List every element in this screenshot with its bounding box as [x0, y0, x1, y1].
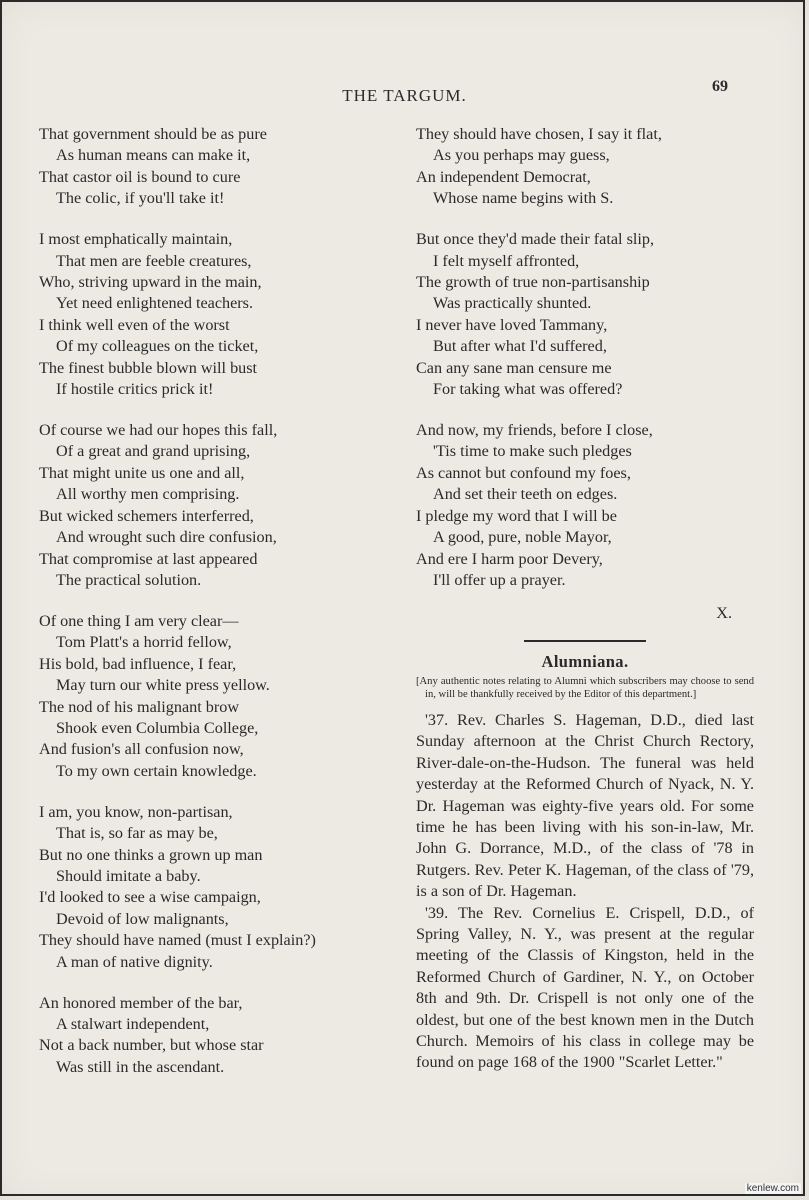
watermark: kenlew.com — [746, 1183, 799, 1194]
poem-line: If hostile critics prick it! — [56, 380, 214, 399]
poem-line: 'Tis time to make such pledges — [433, 442, 632, 461]
poem-line: The nod of his malignant brow — [39, 697, 240, 716]
poem-stanza — [39, 993, 394, 1079]
poem-line: Was practically shunted. — [433, 294, 592, 313]
section-divider — [524, 640, 646, 642]
alumniana-notice: [Any authentic notes relating to Alumni which subscribers may choose to send in, will be thankfully received by the Editor of this department.] — [416, 676, 754, 701]
poem-line: And fusion's all confusion now, — [39, 740, 244, 759]
poem-line: That might unite us one and all, — [39, 463, 245, 482]
poem-line: Of my colleagues on the ticket, — [56, 337, 259, 356]
poem-line: As cannot but confound my foes, — [416, 463, 631, 482]
poem-stanza — [416, 420, 754, 591]
poem-line: But after what I'd suffered, — [433, 337, 607, 356]
poem-line: As you perhaps may guess, — [433, 146, 610, 165]
poem-line: I pledge my word that I will be — [416, 506, 617, 525]
poem-stanza — [416, 124, 754, 210]
page-number: 69 — [712, 78, 728, 95]
poem-line: And ere I harm poor Devery, — [416, 549, 603, 568]
poem-line: Tom Platt's a horrid fellow, — [56, 633, 232, 652]
poem-line: May turn our white press yellow. — [56, 676, 270, 695]
poem-line: I most emphatically maintain, — [39, 230, 233, 249]
poem-line: I'd looked to see a wise campaign, — [39, 888, 261, 907]
poem-line: That castor oil is bound to cure — [39, 167, 241, 186]
poem-line: As human means can make it, — [56, 146, 251, 165]
poem-line: Devoid of low malignants, — [56, 909, 229, 928]
poem-stanza — [416, 229, 754, 400]
poem-line: A good, pure, noble Mayor, — [433, 528, 612, 547]
poem-line: The practical solution. — [56, 570, 202, 589]
poem-stanza — [39, 229, 394, 400]
poem-line: That is, so far as may be, — [56, 824, 218, 843]
alumni-entry: '37. Rev. Charles S. Hageman, D.D., died last Sunday afternoon at the Christ Church Rectory, River-dale-on-the-Hudson. The funeral was held yesterday at the Reformed Church of Nyack, N. Y. Dr. Hageman was eighty-five years old. For some time he has been living with his son-in-law, Mr. John G. Dorrance, M.D., of the class of '78 in Rutgers. Rev. Peter K. Hageman, of the class of '79, is a son of Dr. Hageman. — [416, 710, 754, 901]
poem-line: Can any sane man censure me — [416, 358, 612, 377]
poem-line: A man of native dignity. — [56, 952, 213, 971]
poem-line: Yet need enlightened teachers. — [56, 294, 254, 313]
poem-stanza — [39, 420, 394, 591]
poem-stanza — [39, 611, 394, 782]
poem-line: But no one thinks a grown up man — [39, 845, 263, 864]
poem-line: The colic, if you'll take it! — [56, 189, 225, 208]
poem-left-column — [39, 124, 394, 1098]
poem-line: They should have chosen, I say it flat, — [416, 125, 662, 143]
running-title: THE TARGUM. — [342, 86, 467, 105]
poem-line: But wicked schemers interferred, — [39, 506, 254, 525]
poem-line: Not a back number, but whose star — [39, 1036, 264, 1055]
poem-line: Of course we had our hopes this fall, — [39, 421, 278, 440]
poem-signature: X. — [716, 603, 732, 622]
poem-line: To my own certain knowledge. — [56, 761, 257, 780]
poem-line: A stalwart independent, — [56, 1015, 210, 1033]
poem-line: That government should be as pure — [39, 125, 267, 143]
poem-line: Of one thing I am very clear— — [39, 611, 239, 630]
poem-line: For taking what was offered? — [433, 380, 623, 399]
poem-line: Should imitate a baby. — [56, 866, 201, 885]
poem-line: Of a great and grand uprising, — [56, 442, 251, 461]
poem-line: I am, you know, non-partisan, — [39, 802, 233, 821]
poem-line: Was still in the ascendant. — [56, 1057, 225, 1076]
poem-line: Who, striving upward in the main, — [39, 273, 262, 292]
poem-stanza — [39, 124, 394, 210]
poem-line: And now, my friends, before I close, — [416, 421, 653, 440]
poem-line: An honored member of the bar, — [39, 993, 243, 1012]
poem-line: That men are feeble creatures, — [56, 251, 252, 270]
poem-line: That compromise at last appeared — [39, 549, 258, 568]
poem-line: Whose name begins with S. — [433, 189, 614, 208]
poem-line: Shook even Columbia College, — [56, 718, 259, 737]
poem-line: And set their teeth on edges. — [433, 485, 618, 504]
right-column — [416, 124, 754, 1074]
poem-line: I think well even of the worst — [39, 315, 230, 334]
poem-stanza — [39, 802, 394, 973]
poem-line: The growth of true non-partisanship — [416, 273, 650, 292]
poem-line: The finest bubble blown will bust — [39, 358, 258, 377]
poem-line: His bold, bad influence, I fear, — [39, 654, 237, 673]
alumniana-title: Alumniana. — [541, 652, 629, 672]
poem-line: An independent Democrat, — [416, 167, 591, 186]
poem-line: I never have loved Tammany, — [416, 315, 608, 334]
poem-line: I felt myself affronted, — [433, 251, 580, 270]
poem-line: They should have named (must I explain?) — [39, 931, 316, 950]
poem-line: But once they'd made their fatal slip, — [416, 230, 655, 249]
poem-line: All worthy men comprising. — [56, 485, 240, 504]
alumni-entry: '39. The Rev. Cornelius E. Crispell, D.D., of Spring Valley, N. Y., was present at the regular meeting of the Classis of Kingston, held in the Reformed Church of Gardiner, N. Y., on October 8th and 9th. Dr. Crispell is not only one of the oldest, but one of the best known men in the Dutch Church. Memoirs of his class in college may be found on page 168 of the 1900 "Scarlet Letter." — [416, 903, 754, 1072]
poem-line: I'll offer up a prayer. — [433, 570, 566, 589]
poem-line: And wrought such dire confusion, — [56, 528, 277, 547]
